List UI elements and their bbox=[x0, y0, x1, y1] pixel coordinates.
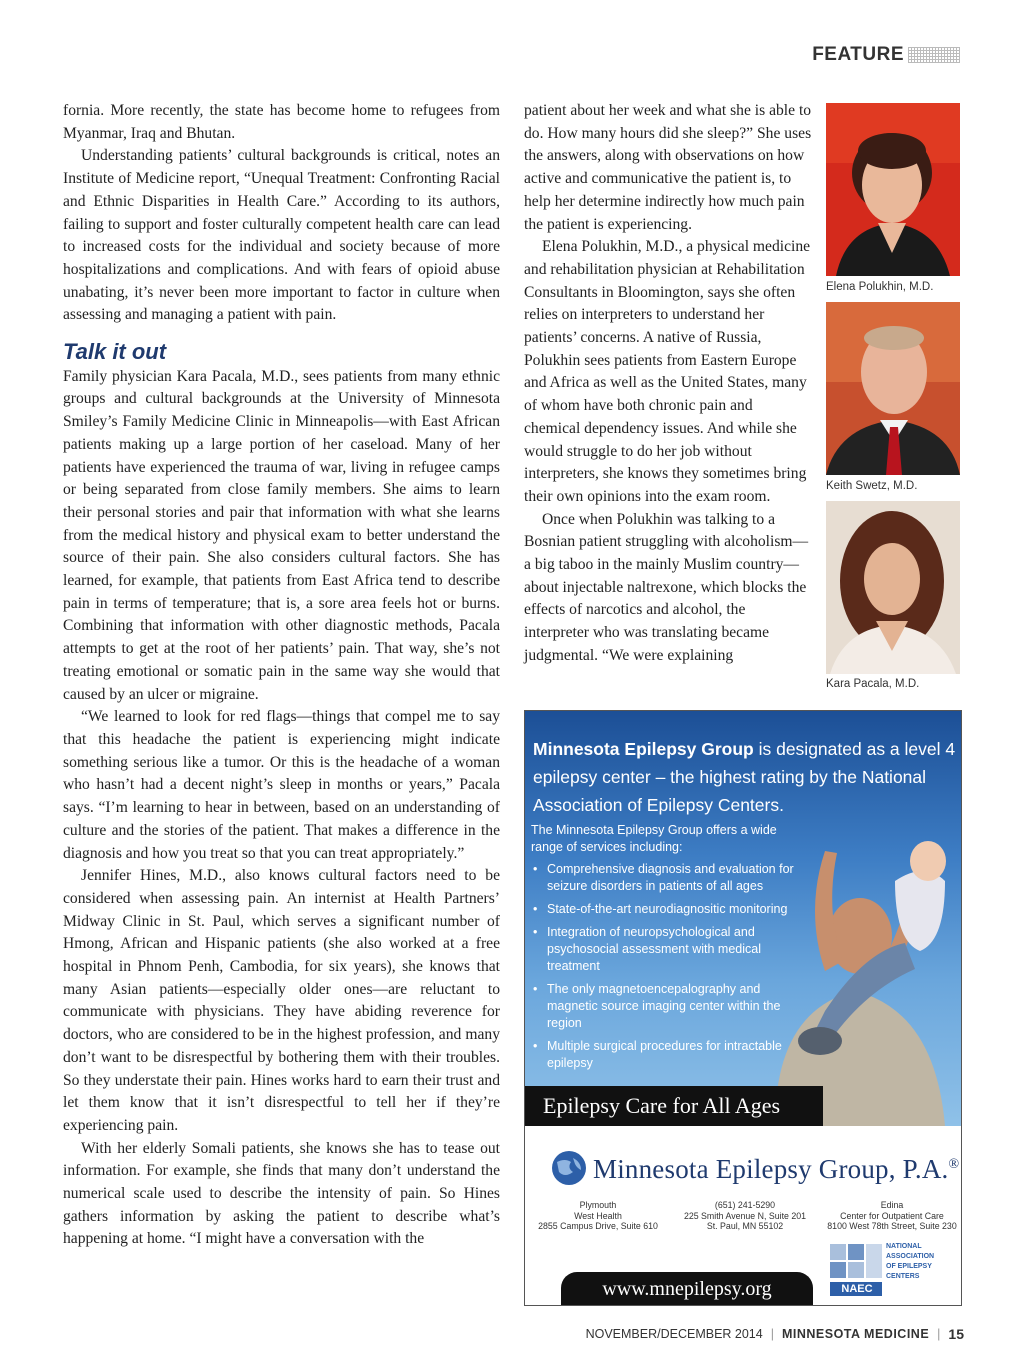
photo-caption: Elena Polukhin, M.D. bbox=[826, 281, 934, 293]
photo-caption: Kara Pacala, M.D. bbox=[826, 678, 920, 690]
ad-hero bbox=[525, 711, 961, 1126]
list-item: • Multiple surgical procedures for intractable epilepsy bbox=[531, 1038, 801, 1072]
ad-headline bbox=[533, 735, 958, 819]
ad-headline-bold: Minnesota Epilepsy Group bbox=[533, 739, 754, 759]
location-line: Center for Outpatient Care bbox=[840, 1210, 944, 1221]
location-line: St. Paul, MN 55102 bbox=[706, 1221, 784, 1231]
list-item: • The only magnetoencepalography and magnetic source imaging center within the region bbox=[531, 981, 801, 1032]
paragraph: Elena Polukhin, M.D., a physical medicine and rehabilitation physician at Rehabilitation Consultants in Bloomington, says she often relies on interpreters to understand her patients’ concerns. A native of Russia, Polukhin sees patients from Eastern Europe and Africa as well as the United States, many of whom have both chronic pain and chemical dependency issues. And while she would struggle to do her job without interpreters, she knows they sometimes bring their own opinions into the exam room. bbox=[524, 238, 811, 505]
naec-name bbox=[886, 1242, 934, 1282]
location-line: Plymouth bbox=[579, 1200, 617, 1210]
footer-divider: | bbox=[937, 1327, 941, 1341]
ad-location bbox=[533, 1200, 663, 1232]
photo-caption: Keith Swetz, M.D. bbox=[826, 480, 918, 492]
paragraph: fornia. More recently, the state has become home to refugees from Myanmar, Iraq and Bhutan. bbox=[63, 102, 500, 142]
paragraph: patient about her week and what she is able to do. How many hours did she sleep?” She uses the answers, along with observations on how active and communicative the patient is, to help her determine indirectly how much pain the patient is experiencing. bbox=[524, 102, 812, 233]
ad-logo bbox=[593, 1154, 959, 1185]
list-item: • State-of-the-art neurodiagnositic monitoring bbox=[531, 901, 801, 918]
location-line: 2855 Campus Drive, Suite 610 bbox=[538, 1221, 658, 1231]
section-hatch-decoration bbox=[908, 47, 960, 63]
paragraph: With her elderly Somali patients, she knows she has to tease out information. For example, she finds that many don’t understand the numerical scale used to describe the intensity of pain. So Hines gathers information by asking the patient to describe what’s happening at home. “I might have a conversation with the bbox=[63, 1139, 500, 1248]
location-line: 225 Smith Avenue N, Suite 201 bbox=[683, 1210, 807, 1221]
subheading: Talk it out bbox=[63, 339, 167, 365]
registered-mark: ® bbox=[948, 1157, 960, 1172]
naec-line: CENTERS bbox=[886, 1273, 920, 1280]
paragraph: Family physician Kara Pacala, M.D., sees patients from many ethnic groups and cultural backgrounds at the University of Minnesota Smiley’s Family Medicine Clinic in Minneapolis—with East African patients making up a large portion of her caseload. Many of her patients have experienced the trauma of war, living in refugee camps or being separated from close family members. She aims to learn their personal stories and pair that information with what she learns from the medical history and physical exam to better understand the source of their pain. She also considers cultural factors. She has learned, for example, that patients from East Africa tend to describe pain in terms of temperature; that is, a sore area feels hot or burns. Combining that information with other diagnostic methods, Pacala attempts to get at the root of her patients’ pain. That way, she’s not treating emotional or somatic pain in the same way she would that caused by an ulcer or migraine. bbox=[63, 367, 500, 703]
location-line: Edina bbox=[880, 1200, 904, 1210]
page-number: 15 bbox=[948, 1326, 964, 1342]
ad-intro: The Minnesota Epilepsy Group offers a wide range of services including: bbox=[531, 823, 777, 854]
paragraph: Understanding patients’ cultural backgrounds is critical, notes an Institute of Medicine report, “Unequal Treatment: Confronting Racial and Ethnic Disparities in Health Care.” According to its authors, failing to support and foster culturally competent health care can lead to increased costs for the individual and society because of more hospitalizations and complications. And with fears of opioid abuse unabating, it’s never been more important to factor in culture when assessing and managing a patient with pain. bbox=[63, 147, 500, 324]
ad-location bbox=[677, 1200, 813, 1232]
naec-line: NATIONAL bbox=[886, 1243, 922, 1250]
article-column-1 bbox=[63, 100, 500, 1251]
footer-divider: | bbox=[770, 1327, 774, 1341]
epilepsy-group-advertisement bbox=[524, 710, 962, 1306]
paragraph: “We learned to look for red flags—things that compel me to say that this headache the patient is experiencing might indicate something serious like a tumor. Or this is the headache of a woman who hasn’t had a decent night’s sleep in months or years,” Pacala says. “I’m learning to hear in between, based on an understanding of culture and the stories of the patient. That makes a difference in the diagnosis and how you treat so that you can treat appropriately.” bbox=[63, 708, 500, 862]
location-line: 8100 West 78th Street, Suite 230 bbox=[827, 1221, 957, 1231]
issue-date: NOVEMBER/DECEMBER 2014 bbox=[585, 1327, 763, 1341]
naec-line: OF EPILEPSY bbox=[886, 1263, 932, 1270]
paragraph: Jennifer Hines, M.D., also knows cultural factors need to be considered when assessing pain. An internist at Health Partners’ Midway Clinic in St. Paul, which serves a significant number of Hmong, African and Hispanic patients (she also worked at a free hospital in Phnom Penh, Cambodia, for six years), she knows that many Asian patients—especially older ones—are reluctant to communicate with physicians. They have abiding reverence for doctors, who are considered to be in the highest profession, and many don’t want to be disrespectful by bothering them with their troubles. So they understate their pain. Hines works hard to earn their trust and let them know that it isn’t disrespectful to tell her if they’re experiencing pain. bbox=[63, 867, 500, 1134]
magazine-name: MINNESOTA MEDICINE bbox=[781, 1327, 930, 1341]
naec-abbr: NAEC bbox=[841, 1283, 873, 1295]
ad-website: www.mnepilepsy.org bbox=[561, 1272, 813, 1306]
ad-footer bbox=[525, 1126, 961, 1306]
ad-headline-rest: is designated as a level 4 epilepsy center – the highest rating by the National Association of Epilepsy Centers. bbox=[533, 739, 956, 815]
ad-logo-text: Minnesota Epilepsy Group, P.A. bbox=[593, 1154, 949, 1184]
article-column-2 bbox=[524, 100, 812, 668]
list-item: • Comprehensive diagnosis and evaluation for seizure disorders in patients of all ages bbox=[531, 861, 801, 895]
photo-elena-polukhin bbox=[826, 103, 960, 276]
location-line: (651) 241-5290 bbox=[714, 1200, 776, 1210]
naec-line: ASSOCIATION bbox=[886, 1253, 935, 1260]
section-label bbox=[812, 44, 960, 66]
ad-location bbox=[823, 1200, 961, 1232]
photo-keith-swetz bbox=[826, 302, 960, 475]
page-footer bbox=[586, 1326, 964, 1342]
photo-kara-pacala bbox=[826, 501, 960, 674]
list-item: • Integration of neuropsychological and psychosocial assessment with medical treatment bbox=[531, 924, 801, 975]
section-title: FEATURE bbox=[812, 44, 904, 65]
ad-services-list bbox=[531, 861, 801, 1078]
paragraph: Once when Polukhin was talking to a Bosnian patient struggling with alcoholism—a big taboo in the mainly Muslim country—about injectable naltrexone, which blocks the effects of narcotics and alcohol, the interpreter who was translating became judgmental. “We were explaining bbox=[524, 510, 809, 664]
location-line: West Health bbox=[574, 1210, 622, 1221]
globe-icon bbox=[551, 1150, 587, 1186]
ad-banner: Epilepsy Care for All Ages bbox=[525, 1086, 823, 1126]
naec-logo bbox=[828, 1242, 938, 1298]
